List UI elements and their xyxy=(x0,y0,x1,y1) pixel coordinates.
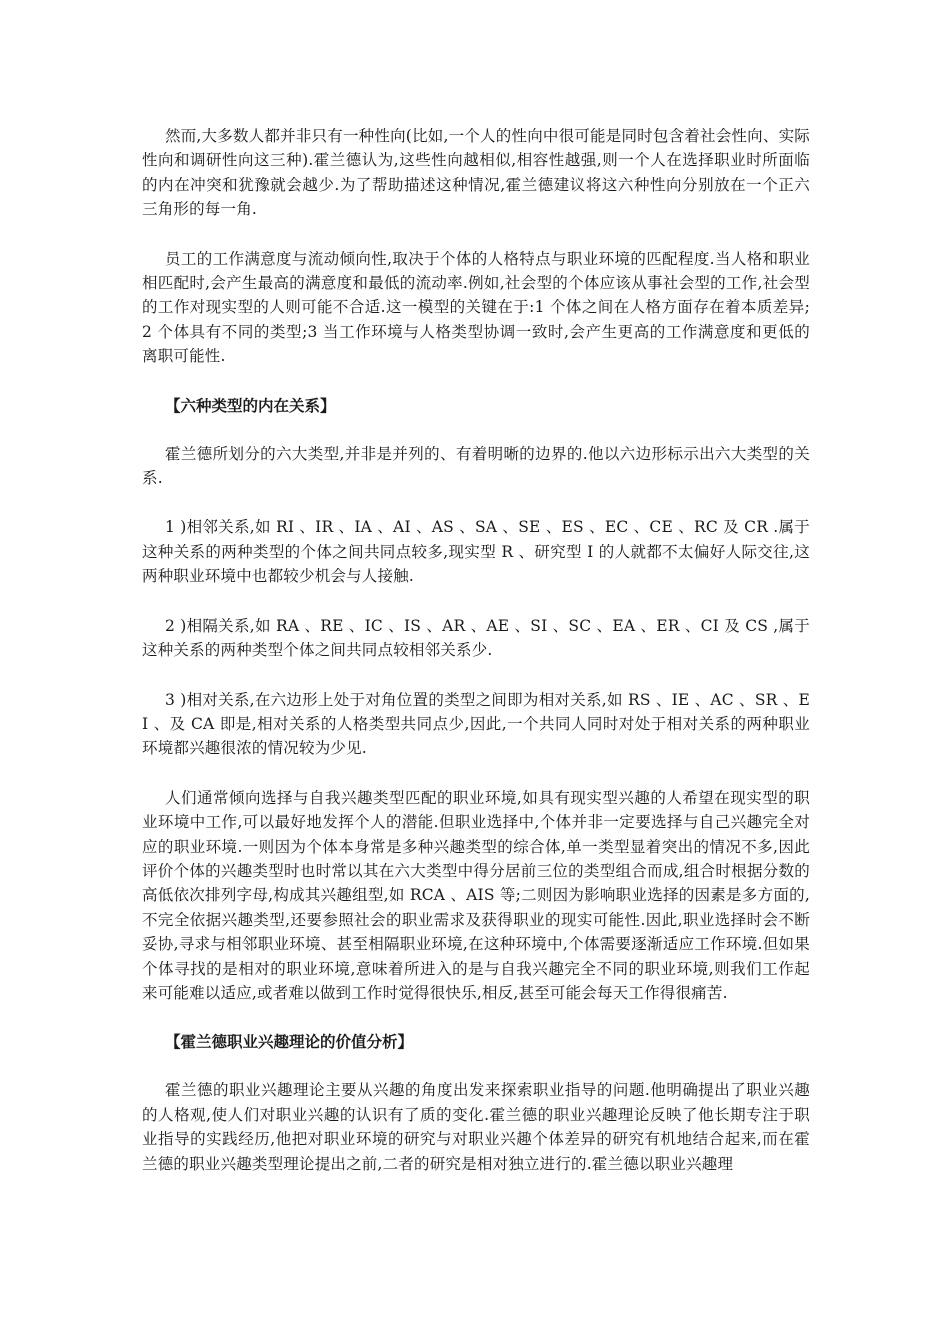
section-heading-value-analysis: 【霍兰德职业兴趣理论的价值分析】 xyxy=(165,1033,414,1052)
paragraph-personality-orientation: 然而,大多数人都并非只有一种性向(比如,一个人的性向中很可能是同时包含着社会性向、实际性向和调研性向这三种).霍兰德认为,这些性向越相似,相容性越强,则一个人在选择职业时所面临的内在冲突和犹豫就会越少.为了帮助描述这种情况,霍兰德建议将这六种性向分别放在一个正六三角形的每一角. xyxy=(142,127,810,219)
paragraph-career-choice: 人们通常倾向选择与自我兴趣类型匹配的职业环境,如具有现实型兴趣的人希望在现实型的职业环境中工作,可以最好地发挥个人的潜能.但职业选择中,个体并非一定要选择与自己兴趣完全对应的职业环境.一则因为个体本身常是多种兴趣类型的综合体,单一类型显着突出的情况不多,因此评价个体的兴趣类型时也时常以其在六大类型中得分居前三位的类型组合而成,组合时根据分数的高低依次排列字母,构成其兴趣组型,如 RCA 、AIS 等;二则因为影响职业选择的因素是多方面的,不完全依据兴趣类型,还要参照社会的职业需求及获得职业的现实可能性.因此,职业选择时会不断妥协,寻求与相邻职业环境、甚至相隔职业环境,在这种环境中,个体需要逐渐适应工作环境.但如果个体寻找的是相对的职业环境,意味着所进入的是与自我兴趣完全不同的职业环境,则我们工作起来可能难以适应,或者难以做到工作时觉得很快乐,相反,甚至可能会每天工作得很痛苦. xyxy=(142,788,810,1002)
paragraph-adjacent-relation: 1 )相邻关系,如 RI 、IR 、IA 、AI 、AS 、SA 、SE 、ES 、EC 、CE 、RC 及 CR .属于这种关系的两种类型的个体之间共同点较多,现实型 R 、研究型 I 的人就都不太偏好人际交往,这两种职业环境中也都较少机会与人接触. xyxy=(142,518,810,586)
paragraph-theory-value: 霍兰德的职业兴趣理论主要从兴趣的角度出发来探索职业指导的问题.他明确提出了职业兴趣的人格观,使人们对职业兴趣的认识有了质的变化.霍兰德的职业兴趣理论反映了他长期专注于职业指导的实践经历,他把对职业环境的研究与对职业兴趣个体差异的研究有机地结合起来,而在霍兰德的职业兴趣类型理论提出之前,二者的研究是相对独立进行的.霍兰德以职业兴趣理 xyxy=(142,1081,810,1173)
paragraph-opposite-relation: 3 )相对关系,在六边形上处于对角位置的类型之间即为相对关系,如 RS 、IE 、AC 、SR 、EI 、及 CA 即是,相对关系的人格类型共同点少,因此,一个共同人同时对处于相对关系的两种职业环境都兴趣很浓的情况较为少见. xyxy=(142,690,810,758)
section-heading-six-types: 【六种类型的内在关系】 xyxy=(165,396,336,415)
paragraph-job-satisfaction: 员工的工作满意度与流动倾向性,取决于个体的人格特点与职业环境的匹配程度.当人格和职业相匹配时,会产生最高的满意度和最低的流动率.例如,社会型的个体应该从事社会型的工作,社会型的工作对现实型的人则可能不合适.这一模型的关键在于:1 个体之间在人格方面存在着本质差异;2 个体具有不同的类型;3 当工作环境与人格类型协调一致时,会产生更高的工作满意度和更低的离职可能性. xyxy=(142,249,810,366)
paragraph-hexagon-intro: 霍兰德所划分的六大类型,并非是并列的、有着明晰的边界的.他以六边形标示出六大类型的关系. xyxy=(142,444,810,488)
document-page xyxy=(142,124,810,1201)
paragraph-separated-relation: 2 )相隔关系,如 RA 、RE 、IC 、IS 、AR 、AE 、SI 、SC 、EA 、ER 、CI 及 CS ,属于这种关系的两种类型个体之间共同点较相邻关系少. xyxy=(142,616,810,660)
